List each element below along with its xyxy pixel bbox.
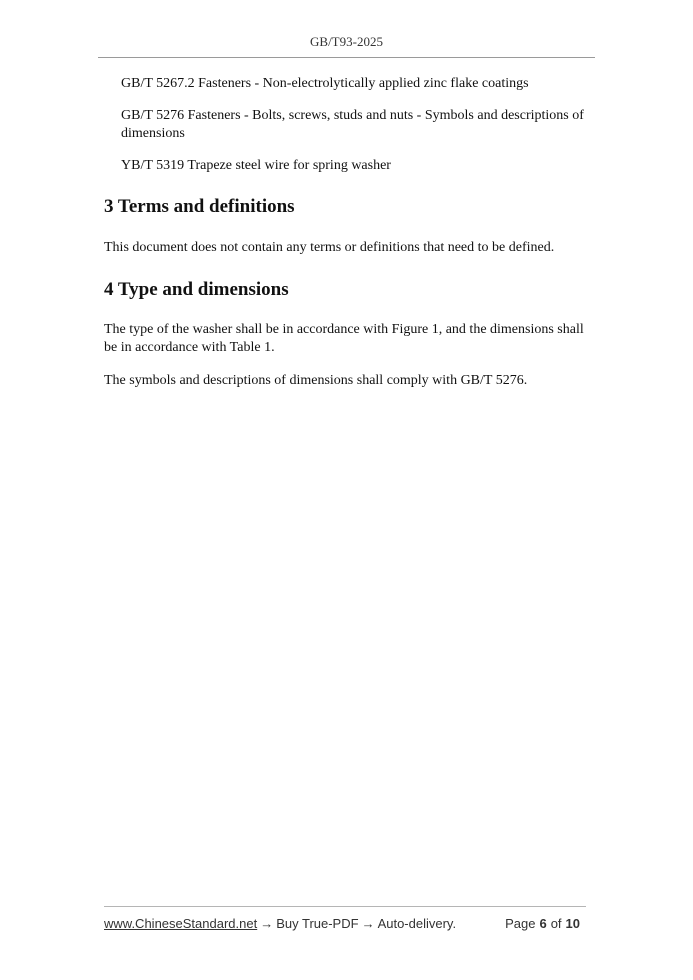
auto-delivery-text: Auto-delivery.: [377, 916, 457, 931]
buy-pdf-text: Buy True-PDF: [276, 916, 359, 931]
page-label: Page: [505, 916, 536, 931]
page-of-label: of: [550, 916, 562, 931]
current-page-number: 6: [539, 916, 547, 931]
site-link[interactable]: www.ChineseStandard.net: [104, 916, 258, 931]
arrow-right-icon: →: [260, 916, 274, 931]
reference-item: GB/T 5276 Fasteners - Bolts, screws, studs and nuts - Symbols and descriptions of dimensions: [121, 108, 584, 141]
section-4-paragraph: The type of the washer shall be in accordance with Figure 1, and the dimensions shall be in accordance with Table 1.: [104, 322, 584, 355]
reference-item: YB/T 5319 Trapeze steel wire for spring washer: [121, 158, 391, 173]
total-page-number: 10: [565, 916, 580, 931]
section-4-heading: 4 Type and dimensions: [104, 279, 289, 300]
header-divider: [98, 57, 595, 58]
footer-promo: [104, 916, 456, 931]
footer-divider: [104, 906, 586, 907]
reference-item: GB/T 5267.2 Fasteners - Non-electrolytically applied zinc flake coatings: [121, 76, 529, 91]
section-3-paragraph: This document does not contain any terms or definitions that need to be defined.: [104, 240, 555, 255]
page-indicator: [505, 916, 584, 931]
section-4-paragraph: The symbols and descriptions of dimensions shall comply with GB/T 5276.: [104, 373, 528, 388]
arrow-right-icon: →: [361, 916, 375, 931]
section-3-heading: 3 Terms and definitions: [104, 196, 295, 217]
running-header: GB/T93-2025: [310, 34, 383, 49]
